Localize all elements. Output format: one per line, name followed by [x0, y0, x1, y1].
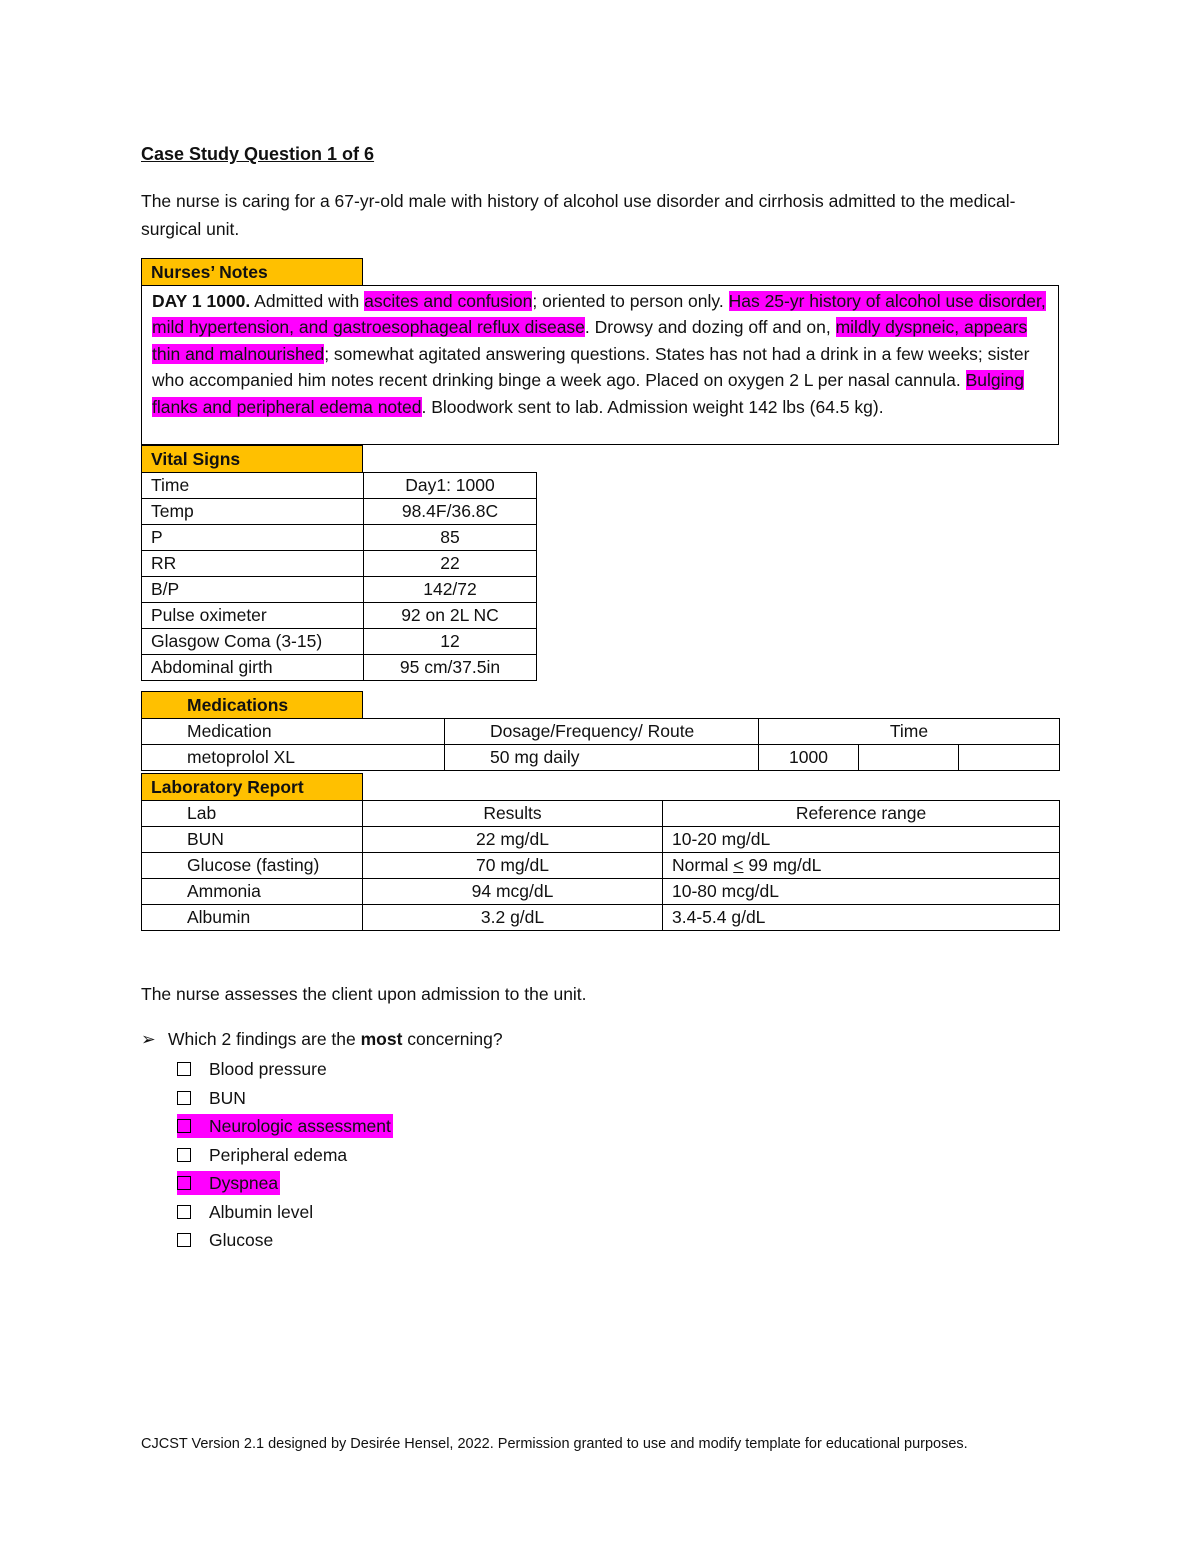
option-label: Peripheral edema	[209, 1144, 348, 1165]
vital-label: Abdominal girth	[142, 655, 364, 681]
lab-range: 10-20 mg/dL	[663, 827, 1060, 853]
table-row	[142, 905, 1060, 931]
column-header: Medication	[142, 719, 445, 745]
checkbox-icon[interactable]	[177, 1176, 191, 1190]
lab-range: 3.4-5.4 g/dL	[663, 905, 1060, 931]
assessment-text: The nurse assesses the client upon admission to the unit.	[141, 984, 587, 1004]
table-row	[142, 603, 537, 629]
range-suffix: 99 mg/dL	[743, 855, 822, 875]
medication-dosage: 50 mg daily	[445, 745, 759, 771]
question-prompt	[141, 1029, 503, 1050]
checkbox-icon[interactable]	[177, 1233, 191, 1247]
table-row	[142, 577, 537, 603]
option-label: Neurologic assessment	[209, 1116, 391, 1136]
lab-result: 70 mg/dL	[363, 853, 663, 879]
checkbox-icon[interactable]	[177, 1062, 191, 1076]
vital-value: 142/72	[364, 577, 537, 603]
column-header: Reference range	[663, 801, 1060, 827]
note-text: ; somewhat agitated answering questions. States has not had a drink in a few weeks; sister who accompanied him notes recent drinking binge a week ago. Placed on oxygen 2 L per nasal cannula.	[152, 343, 1030, 391]
note-text: ; oriented to person only.	[532, 291, 729, 311]
table-row	[142, 827, 1060, 853]
range-prefix: Normal	[672, 855, 734, 875]
note-text: . Drowsy and dozing off and on,	[584, 317, 836, 338]
column-header: Dosage/Frequency/ Route	[445, 719, 759, 745]
lab-result: 22 mg/dL	[363, 827, 663, 853]
lab-name: BUN	[142, 827, 363, 853]
note-highlight: mildly dyspneic, appears thin and malnourished	[152, 317, 1028, 364]
vital-value: 98.4F/36.8C	[364, 499, 537, 525]
option-label: Glucose	[209, 1230, 274, 1250]
lab-range: 10-80 mcg/dL	[663, 879, 1060, 905]
vital-value: 22	[364, 551, 537, 577]
note-highlight: Has 25-yr history of alcohol use disorder, mild hypertension, and gastroesophageal reflux disease	[152, 291, 1046, 338]
question-emphasis: most	[360, 1029, 403, 1049]
vital-value: 12	[364, 629, 537, 655]
option-label: Albumin level	[209, 1201, 314, 1222]
option-peripheral-edema[interactable]	[177, 1141, 393, 1170]
day-label: DAY 1 1000.	[152, 291, 251, 311]
lab-report-header: Laboratory Report	[141, 773, 363, 801]
checkbox-icon[interactable]	[177, 1205, 191, 1219]
lab-result: 94 mcg/dL	[363, 879, 663, 905]
medication-time: 1000	[759, 745, 859, 771]
medications-header: Medications	[141, 691, 363, 719]
table-row	[142, 655, 537, 681]
intro-text: The nurse is caring for a 67-yr-old male with history of alcohol use disorder and cirrhosis admitted to the medical-surgical unit.	[141, 191, 1016, 239]
option-glucose[interactable]	[177, 1226, 393, 1255]
note-text: . Bloodwork sent to lab. Admission weight 142 lbs (64.5 kg).	[421, 396, 884, 417]
vital-signs-header: Vital Signs	[141, 445, 363, 473]
vital-label: P	[142, 525, 364, 551]
vital-label: Temp	[142, 499, 364, 525]
lab-range	[663, 853, 1060, 879]
vital-label: B/P	[142, 577, 364, 603]
arrow-bullet-icon: ➢	[141, 1029, 156, 1049]
option-label: Dyspnea	[209, 1173, 279, 1193]
note-text: Admitted with	[250, 291, 365, 311]
option-bun[interactable]	[177, 1084, 393, 1113]
option-neurologic-assessment[interactable]	[177, 1112, 393, 1141]
checkbox-icon[interactable]	[177, 1119, 191, 1133]
page-title: Case Study Question 1 of 6	[141, 144, 375, 164]
table-row	[142, 629, 537, 655]
lab-name: Albumin	[142, 905, 363, 931]
note-highlight: ascites and confusion	[364, 291, 533, 311]
lab-result: 3.2 g/dL	[363, 905, 663, 931]
table-row	[142, 745, 1060, 771]
lab-name: Glucose (fasting)	[142, 853, 363, 879]
table-row	[142, 551, 537, 577]
nurses-notes-header: Nurses’ Notes	[141, 258, 363, 286]
table-row	[142, 879, 1060, 905]
table-row	[142, 525, 537, 551]
vital-label: Time	[142, 473, 364, 499]
table-row	[142, 853, 1060, 879]
answer-options	[177, 1055, 393, 1255]
question-prefix: Which 2 findings are the	[168, 1029, 361, 1049]
vital-value: 92 on 2L NC	[364, 603, 537, 629]
lab-name: Ammonia	[142, 879, 363, 905]
option-blood-pressure[interactable]	[177, 1055, 393, 1084]
lab-header-row	[142, 801, 1060, 827]
checkbox-icon[interactable]	[177, 1148, 191, 1162]
option-albumin-level[interactable]	[177, 1198, 393, 1227]
medications-header-row	[142, 719, 1060, 745]
vital-label: Pulse oximeter	[142, 603, 364, 629]
empty-cell	[859, 745, 959, 771]
table-row	[142, 473, 537, 499]
footer-text: CJCST Version 2.1 designed by Desirée Hensel, 2022. Permission granted to use and modify template for educational purposes.	[141, 1436, 968, 1452]
vital-value: 95 cm/37.5in	[364, 655, 537, 681]
column-header: Results	[363, 801, 663, 827]
table-row	[142, 499, 537, 525]
option-dyspnea[interactable]	[177, 1169, 393, 1198]
checkbox-icon[interactable]	[177, 1091, 191, 1105]
column-header: Lab	[142, 801, 363, 827]
note-highlight: Bulging flanks and peripheral edema noted	[152, 370, 1025, 417]
range-symbol: <	[733, 855, 744, 875]
empty-cell	[959, 745, 1060, 771]
medication-name: metoprolol XL	[142, 745, 445, 771]
vital-value: 85	[364, 525, 537, 551]
option-label: Blood pressure	[209, 1059, 327, 1079]
option-label: BUN	[209, 1087, 246, 1108]
vital-value: Day1: 1000	[364, 473, 537, 499]
nurses-notes-body	[141, 285, 1059, 445]
vital-label: Glasgow Coma (3-15)	[142, 629, 364, 655]
vital-label: RR	[142, 551, 364, 577]
medications-table	[141, 718, 1060, 771]
question-suffix: concerning?	[402, 1029, 503, 1049]
lab-table	[141, 800, 1060, 931]
vital-signs-table	[141, 472, 537, 681]
column-header: Time	[759, 719, 1060, 745]
